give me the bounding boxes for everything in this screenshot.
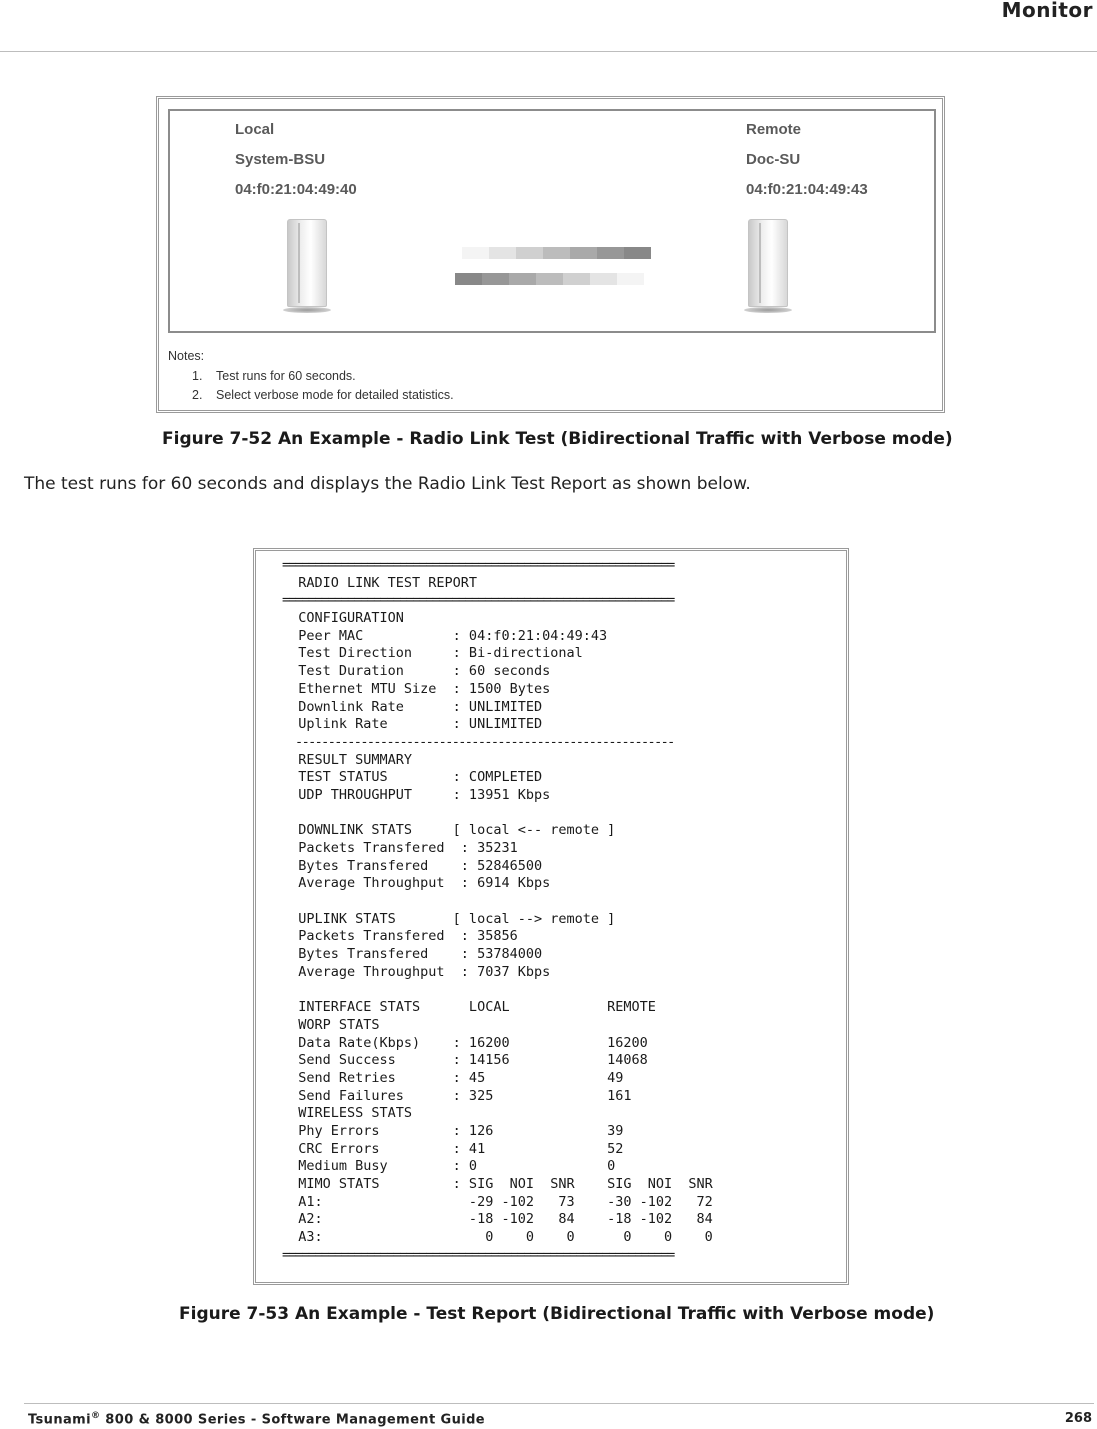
report-line: Send Success : 14156 14068 <box>282 1052 648 1069</box>
notes-heading: Notes: <box>168 349 205 363</box>
signal-bar-segment <box>536 273 563 285</box>
report-line: UDP THROUGHPUT : 13951 Kbps <box>282 786 551 803</box>
report-line: Send Failures : 325 161 <box>282 1087 632 1104</box>
remote-device-name: Doc-SU <box>746 151 801 168</box>
report-line: MIMO STATS : SIG NOI SNR SIG NOI SNR <box>282 1176 713 1193</box>
footer-guide-title: Tsunami® 800 & 8000 Series - Software Management Guide <box>28 1411 486 1428</box>
signal-bar-segment <box>543 247 570 259</box>
signal-bar-segment <box>570 247 597 259</box>
figure-7-53-caption: Figure 7-53 An Example - Test Report (Bidirectional Traffic with Verbose mode) <box>179 1304 935 1324</box>
report-line: ---------------------------------------------------------- <box>282 733 674 750</box>
report-line: Uplink Rate : UNLIMITED <box>282 716 543 733</box>
report-line: Bytes Transfered : 53784000 <box>282 946 543 963</box>
report-line: Packets Transfered : 35231 <box>282 840 518 856</box>
report-line: Medium Busy : 0 0 <box>282 1158 616 1175</box>
note-text: Test runs for 60 seconds. <box>216 368 356 383</box>
signal-bar-segment <box>462 247 489 259</box>
signal-bar-segment <box>455 273 482 285</box>
notes-list <box>168 367 454 406</box>
signal-bar-segment <box>489 247 516 259</box>
report-line: RADIO LINK TEST REPORT <box>282 574 478 591</box>
radio-link-test-figure <box>156 96 945 413</box>
signal-bar-segment <box>563 273 590 285</box>
report-line: CONFIGURATION <box>282 610 404 627</box>
report-line: Ethernet MTU Size : 1500 Bytes <box>282 680 551 697</box>
report-line: UPLINK STATS [ local --> remote ] <box>282 910 616 927</box>
report-line: A2: -18 -102 84 -18 -102 84 <box>282 1211 713 1228</box>
note-item <box>192 386 454 406</box>
report-line <box>282 805 827 823</box>
report-line: WORP STATS <box>282 1016 380 1033</box>
signal-bar-segment <box>516 247 543 259</box>
link-diagram-panel <box>168 109 936 333</box>
local-device-name: System-BSU <box>235 151 326 168</box>
report-line: Downlink Rate : UNLIMITED <box>282 698 543 715</box>
page-number: 268 <box>1064 1411 1092 1426</box>
report-line: A3: 0 0 0 0 0 0 <box>282 1229 713 1246</box>
notes <box>168 347 454 406</box>
report-line: TEST STATUS : COMPLETED <box>282 769 543 786</box>
radio-link-test-report <box>282 557 827 1265</box>
page-footer <box>24 1403 1094 1429</box>
section-title: Monitor <box>1001 0 1093 22</box>
body-paragraph: The test runs for 60 seconds and displays the Radio Link Test Report as shown below. <box>24 474 751 494</box>
page-header <box>0 0 1097 52</box>
report-line: ============================================================ <box>282 1246 674 1263</box>
report-line: A1: -29 -102 73 -30 -102 72 <box>282 1193 713 1210</box>
signal-bar-segment <box>617 273 644 285</box>
report-line <box>282 982 827 1000</box>
report-line: Bytes Transfered : 52846500 <box>282 857 543 874</box>
note-number: 2. <box>192 388 203 402</box>
local-heading: Local <box>235 121 275 138</box>
report-line: Test Duration : 60 seconds <box>282 663 551 680</box>
remote-heading: Remote <box>746 121 802 138</box>
report-line: WIRELESS STATS <box>282 1105 413 1122</box>
remote-device-mac: 04:f0:21:04:49:43 <box>746 181 868 198</box>
local-device-mac: 04:f0:21:04:49:40 <box>235 181 357 198</box>
report-line: CRC Errors : 41 52 <box>282 1140 624 1157</box>
report-line: Average Throughput : 6914 Kbps <box>282 875 551 892</box>
report-line: Test Direction : Bi-directional <box>282 645 583 662</box>
signal-bar-segment <box>590 273 617 285</box>
signal-bar-segment <box>597 247 624 259</box>
report-line: Send Retries : 45 49 <box>282 1069 624 1086</box>
note-text: Select verbose mode for detailed statistics. <box>216 388 454 402</box>
signal-bar-segment <box>509 273 536 285</box>
downlink-signal-bars-icon <box>455 273 644 285</box>
test-report-figure <box>253 548 849 1285</box>
report-line: Phy Errors : 126 39 <box>282 1123 624 1139</box>
report-line: DOWNLINK STATS [ local <-- remote ] <box>282 822 616 839</box>
report-line: Peer MAC : 04:f0:21:04:49:43 <box>282 627 608 644</box>
signal-bar-segment <box>624 247 651 259</box>
note-number: 1. <box>192 368 203 383</box>
report-line: ============================================================ <box>282 592 674 609</box>
report-line: INTERFACE STATS LOCAL REMOTE <box>282 999 656 1016</box>
signal-bar-segment <box>482 273 509 285</box>
figure-7-52-caption: Figure 7-52 An Example - Radio Link Test (Bidirectional Traffic with Verbose mode) <box>162 429 953 449</box>
report-line <box>282 893 827 911</box>
report-line: RESULT SUMMARY <box>282 751 413 768</box>
report-line: Average Throughput : 7037 Kbps <box>282 963 551 980</box>
note-item <box>192 367 454 387</box>
remote-radio-device-icon <box>744 219 792 315</box>
local-radio-device-icon <box>283 219 331 315</box>
report-line: ============================================================ <box>282 557 674 573</box>
report-line: Data Rate(Kbps) : 16200 16200 <box>282 1034 648 1051</box>
report-line: Packets Transfered : 35856 <box>282 928 518 945</box>
uplink-signal-bars-icon <box>462 247 651 259</box>
